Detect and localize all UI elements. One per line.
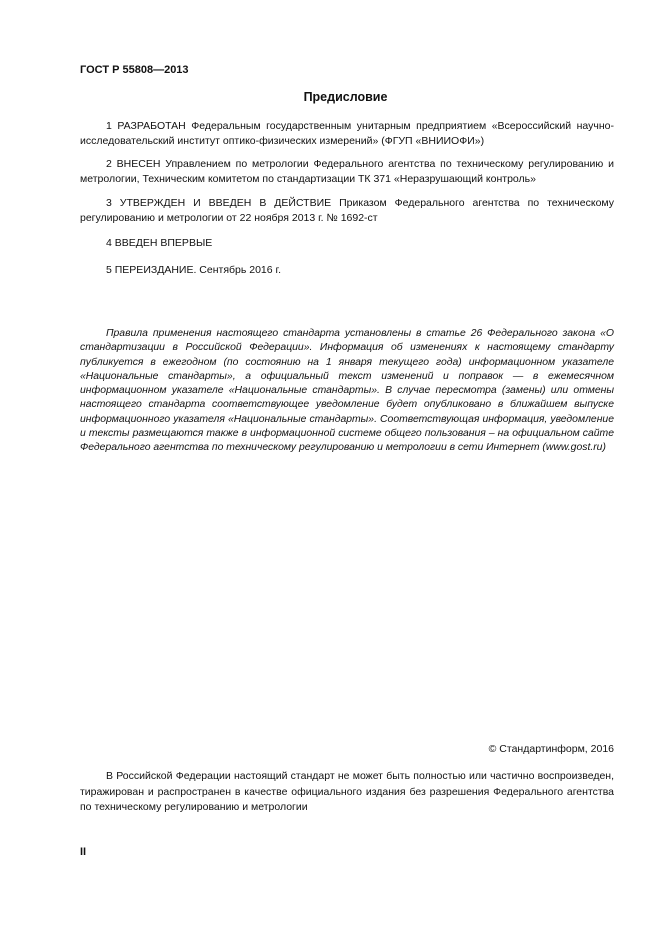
copyright-line: © Стандартинформ, 2016	[488, 743, 614, 755]
foreword-item-approved: 3 УТВЕРЖДЕН И ВВЕДЕН В ДЕЙСТВИЕ Приказом Федерального агентства по техническому регулированию и метрологии от 22 ноября 2013 г. № 1692-ст	[80, 197, 614, 224]
foreword-item-republication: 5 ПЕРЕИЗДАНИЕ. Сентябрь 2016 г.	[106, 264, 281, 276]
document-code: ГОСТ Р 55808—2013	[80, 64, 189, 76]
reproduction-notice: В Российской Федерации настоящий стандарт не может быть полностью или частично воспроизведен, тиражирован и распространен в качестве официального издания без разрешения Федерального агентства по техническому регулированию и метрологии	[80, 770, 614, 813]
section-title: Предисловие	[303, 90, 388, 104]
foreword-item-first-time: 4 ВВЕДЕН ВПЕРВЫЕ	[106, 237, 213, 249]
foreword-item-developed: 1 РАЗРАБОТАН Федеральным государственным унитарным предприятием «Всероссийский научно-исследовательский институт оптико-физических измерений» (ФГУП «ВНИИОФИ»)	[80, 120, 614, 147]
application-rules-notice: Правила применения настоящего стандарта установлены в статье 26 Федерального закона «О стандартизации в Российской Федерации». Информация об изменениях к настоящему стандарту публикуется в ежегодном (по состоянию на 1 января текущего года) информационном указателе «Национальные стандарты», а официальный текст изменений и поправок — в ежемесячном информационном указателе «Национальные стандарты». В случае пересмотра (замены) или отмены настоящего стандарта соответствующее уведомление будет опубликовано в ближайшем выпуске информационного указателя «Национальные стандарты». Соответствующая информация, уведомление и тексты размещаются также в информационной системе общего пользования – на официальном сайте Федерального агентства по техническому регулированию и метрологии в сети Интернет (www.gost.ru)	[80, 328, 614, 454]
page-number: II	[80, 846, 87, 858]
foreword-item-introduced: 2 ВНЕСЕН Управлением по метрологии Федерального агентства по техническому регулированию и метрологии, Техническим комитетом по стандартизации ТК 371 «Неразрушающий контроль»	[80, 158, 614, 185]
